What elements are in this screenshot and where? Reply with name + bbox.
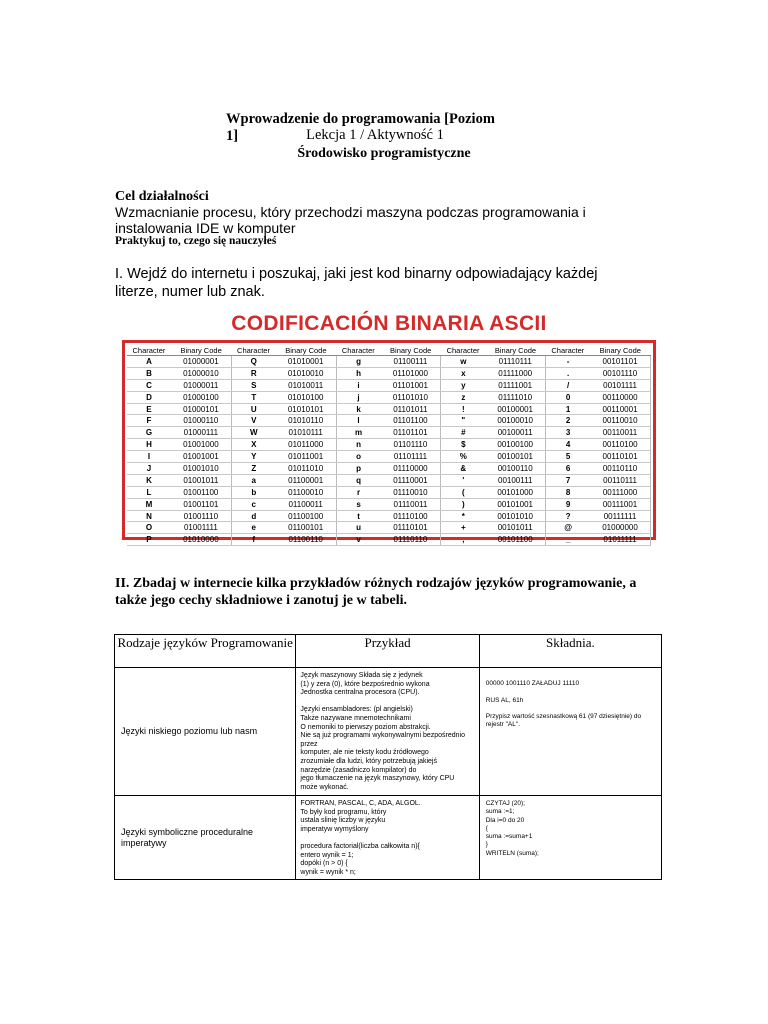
ascii-character: q — [336, 474, 380, 486]
ascii-binary-code: 00101101 — [590, 356, 650, 368]
ascii-character: H — [127, 439, 171, 451]
ascii-row — [127, 403, 651, 415]
example-low-level — [296, 668, 478, 792]
cell-line: narzędzie (zasadniczo kompilator) do — [300, 766, 417, 774]
ascii-character: " — [441, 415, 485, 427]
cell-line: wynik = wynik * n; — [300, 868, 356, 876]
cell-line: CZYTAJ (20); — [485, 800, 525, 807]
ascii-character: + — [441, 522, 485, 534]
cell-line: } — [485, 841, 488, 849]
cell-line — [486, 705, 657, 713]
ascii-character: 4 — [546, 439, 590, 451]
ascii-character: h — [336, 367, 380, 379]
ascii-row — [127, 522, 651, 534]
ascii-chart-title: CODIFICACIÓN BINARIA ASCII — [231, 312, 547, 335]
cell-line — [300, 698, 474, 707]
ascii-character: F — [127, 415, 171, 427]
ascii-character: 0 — [546, 391, 590, 403]
ascii-character: t — [336, 510, 380, 522]
ascii-character: W — [231, 427, 275, 439]
cell-line: ustala slinię liczby w języku — [300, 817, 386, 825]
table-row — [115, 668, 662, 796]
cell-line — [486, 688, 657, 696]
ascii-character: 6 — [546, 463, 590, 475]
ascii-row — [127, 367, 651, 379]
cell-line: RUS AL, 61h — [485, 696, 524, 704]
ascii-character: y — [441, 379, 485, 391]
ascii-character: k — [336, 403, 380, 415]
cell-line: (1) y zera (0), które bezpośrednio wykona — [300, 680, 430, 688]
ascii-character: e — [231, 522, 275, 534]
ascii-character: B — [127, 367, 171, 379]
ascii-header-character: Character — [231, 345, 275, 356]
ascii-row — [127, 451, 651, 463]
ascii-header-binary: Binary Code — [276, 345, 336, 356]
ascii-character: Z — [231, 463, 275, 475]
document-title: Wprowadzenie do programowania [Poziom 1] — [226, 111, 495, 144]
ascii-character: u — [336, 522, 380, 534]
ascii-character: / — [546, 379, 590, 391]
ascii-binary-code: 00110000 — [590, 391, 650, 403]
cell-line: Jednostka centralna procesora (CPU). — [300, 689, 420, 697]
cell-line: rejestr "AL". — [485, 721, 520, 729]
ascii-binary-code: 00100010 — [485, 415, 545, 427]
cell-line: To były kod programu, który — [300, 808, 387, 816]
ascii-character: R — [231, 367, 275, 379]
ascii-character: E — [127, 403, 171, 415]
ascii-character: Q — [231, 356, 275, 368]
ascii-character: ' — [441, 474, 485, 486]
ascii-binary-code: 00101110 — [590, 367, 650, 379]
ascii-binary-code: 01011000 — [276, 439, 336, 451]
ascii-character: , — [441, 534, 485, 546]
cell-line: { — [485, 824, 488, 832]
ascii-character: N — [127, 510, 171, 522]
ascii-binary-code: 01001110 — [171, 510, 231, 522]
ascii-character: U — [231, 403, 275, 415]
ascii-character: x — [441, 367, 485, 379]
ascii-character: Y — [231, 451, 275, 463]
example-procedural — [296, 796, 478, 877]
ascii-character: % — [441, 451, 485, 463]
task-one-text: I. Wejdź do internetu i poszukaj, jaki jest kod binarny odpowiadający każdej literze, numer lub znak. — [115, 266, 598, 300]
ascii-character: - — [546, 356, 590, 368]
ascii-character: 3 — [546, 427, 590, 439]
category-procedural: Języki symboliczne proceduralne imperatywy — [121, 826, 254, 848]
ascii-character: 1 — [546, 403, 590, 415]
header-syntax: Składnia. — [479, 635, 661, 668]
ascii-row — [127, 463, 651, 475]
ascii-character: # — [441, 427, 485, 439]
ascii-character: G — [127, 427, 171, 439]
ascii-row — [127, 356, 651, 368]
cell-line: Język maszynowy Składa się z jedynek — [300, 672, 423, 679]
header-example: Przykład — [296, 635, 479, 668]
ascii-character: c — [231, 498, 275, 510]
ascii-binary-code: 01101110 — [381, 439, 441, 451]
ascii-character: I — [127, 451, 171, 463]
ascii-binary-code: 00100110 — [485, 463, 545, 475]
ascii-character: C — [127, 379, 171, 391]
ascii-binary-code: 00101011 — [485, 522, 545, 534]
ascii-character: 9 — [546, 498, 590, 510]
ascii-binary-code: 01000110 — [171, 415, 231, 427]
ascii-character: L — [127, 486, 171, 498]
ascii-binary-code: 01100100 — [276, 510, 336, 522]
ascii-binary-code: 01010101 — [276, 403, 336, 415]
ascii-character: S — [231, 379, 275, 391]
ascii-row — [127, 498, 651, 510]
ascii-character: @ — [546, 522, 590, 534]
ascii-character: . — [546, 367, 590, 379]
cell-line: dopóki (n > 0) { — [300, 860, 348, 868]
ascii-binary-code: 01101001 — [381, 379, 441, 391]
ascii-binary-code: 01110100 — [381, 510, 441, 522]
cell-line: zrozumiałe dla ludzi, który potrzebują jakiejś — [300, 757, 437, 765]
ascii-binary-code: 01101111 — [381, 451, 441, 463]
header-types: Rodzaje języków Programowanie — [115, 635, 296, 668]
language-types-table — [114, 634, 662, 880]
ascii-binary-code: 01010011 — [276, 379, 336, 391]
ascii-character: & — [441, 463, 485, 475]
ascii-header-binary: Binary Code — [590, 345, 650, 356]
ascii-header-character: Character — [546, 345, 590, 356]
ascii-row — [127, 534, 651, 546]
ascii-binary-code: 00110011 — [590, 427, 650, 439]
ascii-binary-code: 01000100 — [171, 391, 231, 403]
ascii-row — [127, 415, 651, 427]
ascii-row — [127, 474, 651, 486]
ascii-character: D — [127, 391, 171, 403]
ascii-character: K — [127, 474, 171, 486]
ascii-binary-code: 01010100 — [276, 391, 336, 403]
ascii-character: o — [336, 451, 380, 463]
ascii-binary-code: 00110111 — [590, 474, 650, 486]
cell-line: Także nazywane mnemotechnikami — [300, 714, 411, 722]
ascii-character: n — [336, 439, 380, 451]
cell-line: suma :=suma+1 — [485, 833, 533, 841]
cell-line: Dla i=0 do 20 — [485, 816, 525, 824]
cell-line: jego tłumaczenie na język maszynowy, który CPU — [300, 775, 455, 783]
ascii-binary-code: 00101000 — [485, 486, 545, 498]
ascii-binary-code: 01101010 — [381, 391, 441, 403]
ascii-row — [127, 427, 651, 439]
ascii-character: g — [336, 356, 380, 368]
cell-line: Języki ensambladores: (pl angielski) — [300, 706, 413, 714]
category-low-level: Języki niskiego poziomu lub nasm — [121, 726, 258, 736]
ascii-binary-code: 01010110 — [276, 415, 336, 427]
ascii-binary-code: 01110010 — [381, 486, 441, 498]
ascii-binary-code: 01000010 — [171, 367, 231, 379]
ascii-header-binary: Binary Code — [171, 345, 231, 356]
ascii-character: 5 — [546, 451, 590, 463]
ascii-binary-code: 00110001 — [590, 403, 650, 415]
cell-line: suma :=1; — [485, 808, 515, 816]
ascii-table-frame — [122, 340, 656, 545]
ascii-character: $ — [441, 439, 485, 451]
ascii-row — [127, 510, 651, 522]
ascii-character: ! — [441, 403, 485, 415]
environment-subtitle: Środowisko programistyczne — [297, 146, 471, 161]
ascii-character: V — [231, 415, 275, 427]
ascii-binary-code: 00101001 — [485, 498, 545, 510]
ascii-binary-code: 00101111 — [590, 379, 650, 391]
ascii-character: T — [231, 391, 275, 403]
goal-heading: Cel działalności — [115, 189, 209, 204]
ascii-character: a — [231, 474, 275, 486]
cell-line: 00000 1001110 ZAŁADUJ 11110 — [485, 680, 580, 687]
ascii-binary-code: 01100110 — [276, 534, 336, 546]
ascii-header-binary: Binary Code — [485, 345, 545, 356]
ascii-row — [127, 486, 651, 498]
ascii-binary-code: 01011010 — [276, 463, 336, 475]
ascii-character: j — [336, 391, 380, 403]
ascii-header-character: Character — [441, 345, 485, 356]
ascii-character: P — [127, 534, 171, 546]
ascii-character: X — [231, 439, 275, 451]
ascii-binary-code: 01111001 — [485, 379, 545, 391]
ascii-character: r — [336, 486, 380, 498]
ascii-binary-code: 00111000 — [590, 486, 650, 498]
ascii-character: p — [336, 463, 380, 475]
ascii-binary-code: 01000000 — [590, 522, 650, 534]
ascii-character: ? — [546, 510, 590, 522]
ascii-binary-code: 01000001 — [171, 356, 231, 368]
ascii-binary-code: 01001111 — [171, 522, 231, 534]
ascii-binary-code: 01110101 — [381, 522, 441, 534]
cell-line: imperatyw wymyślony — [300, 825, 369, 833]
ascii-binary-code: 01101101 — [381, 427, 441, 439]
ascii-character: b — [231, 486, 275, 498]
ascii-header-binary: Binary Code — [381, 345, 441, 356]
ascii-binary-code: 01001000 — [171, 439, 231, 451]
ascii-character: z — [441, 391, 485, 403]
ascii-binary-code: 00111001 — [590, 498, 650, 510]
ascii-binary-code: 00100101 — [485, 451, 545, 463]
ascii-binary-code: 01110000 — [381, 463, 441, 475]
ascii-binary-code: 01111010 — [485, 391, 545, 403]
ascii-binary-code: 01001011 — [171, 474, 231, 486]
cell-line: O nemoniki to pierwszy poziom abstrakcji. — [300, 723, 431, 731]
ascii-binary-code: 00100001 — [485, 403, 545, 415]
ascii-character: d — [231, 510, 275, 522]
ascii-binary-code: 00100100 — [485, 439, 545, 451]
ascii-character: A — [127, 356, 171, 368]
ascii-binary-code: 01011111 — [590, 534, 650, 546]
ascii-binary-code: 00110100 — [590, 439, 650, 451]
ascii-character: ) — [441, 498, 485, 510]
ascii-binary-code: 01001001 — [171, 451, 231, 463]
ascii-binary-code: 00110010 — [590, 415, 650, 427]
ascii-binary-code: 01101100 — [381, 415, 441, 427]
ascii-character: w — [441, 356, 485, 368]
ascii-character: _ — [546, 534, 590, 546]
ascii-header-character: Character — [127, 345, 171, 356]
ascii-binary-code: 00110101 — [590, 451, 650, 463]
ascii-binary-code: 01100001 — [276, 474, 336, 486]
ascii-character: f — [231, 534, 275, 546]
cell-line: WRITELN (suma); — [485, 849, 539, 857]
ascii-character: 2 — [546, 415, 590, 427]
cell-line: FORTRAN, PASCAL, C, ADA, ALGOL. — [300, 800, 421, 807]
ascii-binary-code: 01110111 — [485, 356, 545, 368]
ascii-binary-code: 01100011 — [276, 498, 336, 510]
ascii-binary-code: 01011001 — [276, 451, 336, 463]
ascii-character: O — [127, 522, 171, 534]
ascii-binary-code: 00101010 — [485, 510, 545, 522]
ascii-row — [127, 391, 651, 403]
ascii-binary-code: 01000011 — [171, 379, 231, 391]
ascii-row — [127, 439, 651, 451]
ascii-binary-code: 00100111 — [485, 474, 545, 486]
ascii-binary-code: 00110110 — [590, 463, 650, 475]
cell-line: Przypisz wartość szesnastkową 61 (97 dziesiętnie) do — [485, 713, 642, 721]
cell-line: komputer, ale nie teksty kodu źródłowego — [300, 749, 429, 757]
ascii-binary-code: 01101000 — [381, 367, 441, 379]
ascii-character: 8 — [546, 486, 590, 498]
ascii-binary-code: 01100010 — [276, 486, 336, 498]
ascii-binary-code: 01110001 — [381, 474, 441, 486]
ascii-character: s — [336, 498, 380, 510]
ascii-character: m — [336, 427, 380, 439]
ascii-character: J — [127, 463, 171, 475]
table-row — [115, 796, 662, 880]
ascii-character: 7 — [546, 474, 590, 486]
ascii-binary-code: 01000101 — [171, 403, 231, 415]
ascii-binary-code: 01010001 — [276, 356, 336, 368]
ascii-binary-code: 01010000 — [171, 534, 231, 546]
ascii-binary-code: 00100011 — [485, 427, 545, 439]
ascii-character: M — [127, 498, 171, 510]
cell-line: Nie są już programami wykonywalnymi bezpośrednio przez — [300, 732, 465, 748]
ascii-binary-code: 00111111 — [590, 510, 650, 522]
cell-line: procedura factorial(liczba całkowita n){ — [300, 842, 420, 850]
practice-heading: Praktykuj to, czego się nauczyłeś — [115, 235, 277, 247]
goal-text: Wzmacnianie procesu, który przechodzi maszyna podczas programowania i instalowania IDE w komputer — [115, 204, 586, 236]
cell-line: może wykonać. — [300, 783, 349, 791]
ascii-binary-code: 01110011 — [381, 498, 441, 510]
ascii-binary-code: 01100101 — [276, 522, 336, 534]
ascii-binary-code: 01010111 — [276, 427, 336, 439]
cell-line — [300, 834, 474, 843]
ascii-character: l — [336, 415, 380, 427]
ascii-binary-code: 01110110 — [381, 534, 441, 546]
ascii-character: v — [336, 534, 380, 546]
syntax-low-level — [480, 668, 661, 730]
ascii-binary-code: 01001100 — [171, 486, 231, 498]
ascii-row — [127, 379, 651, 391]
ascii-binary-code: 01010010 — [276, 367, 336, 379]
ascii-binary-code: 01100111 — [381, 356, 441, 368]
lesson-subtitle: Lekcja 1 / Aktywność 1 — [306, 127, 444, 143]
ascii-binary-table — [127, 345, 651, 546]
task-two-text: II. Zbadaj w internecie kilka przykładów różnych rodzajów języków programowanie, a także jego cechy składniowe i zanotuj je w tabeli. — [115, 576, 637, 608]
ascii-binary-code: 01001010 — [171, 463, 231, 475]
ascii-binary-code: 01111000 — [485, 367, 545, 379]
ascii-character: ( — [441, 486, 485, 498]
syntax-procedural — [480, 796, 661, 858]
ascii-binary-code: 01000111 — [171, 427, 231, 439]
ascii-header-character: Character — [336, 345, 380, 356]
ascii-binary-code: 00101100 — [485, 534, 545, 546]
ascii-character: * — [441, 510, 485, 522]
ascii-character: i — [336, 379, 380, 391]
cell-line: entero wynik = 1; — [300, 851, 354, 859]
ascii-binary-code: 01001101 — [171, 498, 231, 510]
ascii-binary-code: 01101011 — [381, 403, 441, 415]
